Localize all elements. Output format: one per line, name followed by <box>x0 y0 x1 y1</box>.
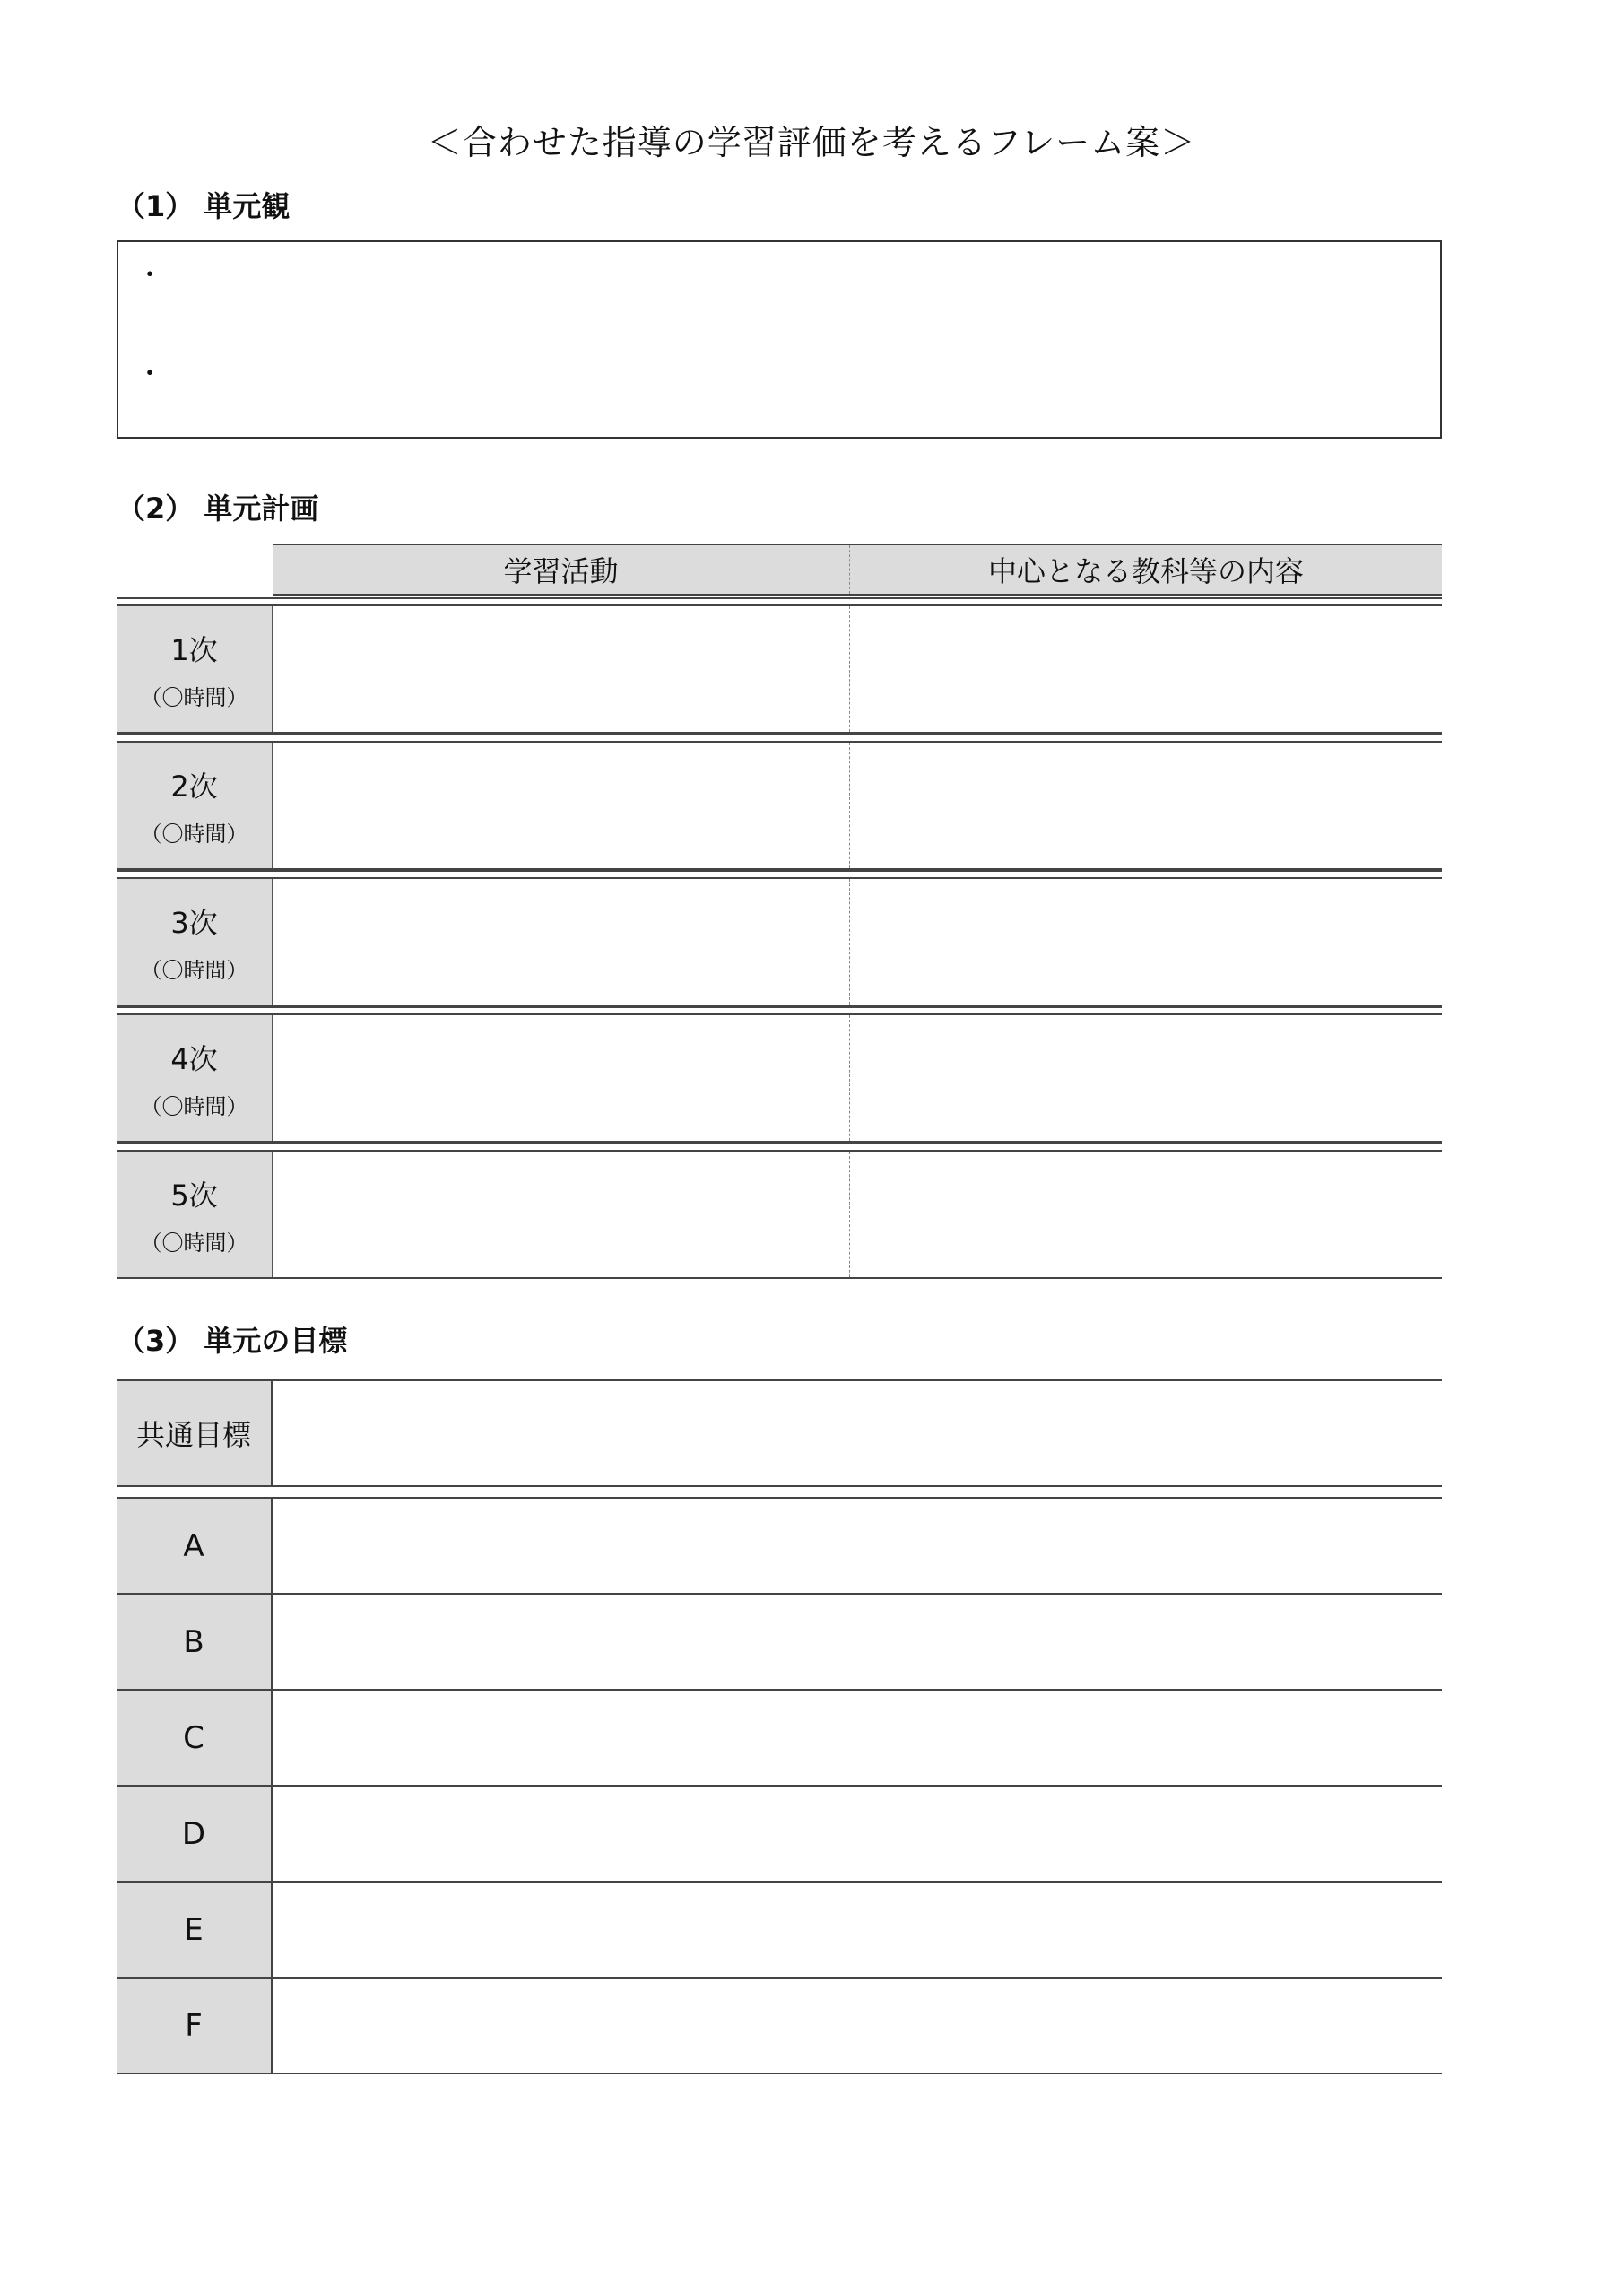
subject-content-cell[interactable] <box>850 1015 1442 1141</box>
page-title: ＜合わせた指導の学習評価を考えるフレーム案＞ <box>427 123 1196 162</box>
goal-cell[interactable] <box>273 1691 1442 1785</box>
phase-number: 3次 <box>170 905 218 940</box>
goal-row-c <box>117 1691 1442 1787</box>
activities-cell[interactable] <box>273 606 850 732</box>
common-goal-row <box>117 1379 1442 1487</box>
section-heading-unit-goals: （3） 単元の目標 <box>117 1324 348 1358</box>
plan-row-label <box>117 606 273 732</box>
phase-number: 2次 <box>170 769 218 804</box>
goal-cell[interactable] <box>273 1979 1442 2073</box>
bullet-1: ・ <box>136 260 163 291</box>
subject-content-cell[interactable] <box>850 1152 1442 1277</box>
bullet-2: ・ <box>136 359 163 390</box>
phase-hours: （〇時間） <box>140 957 248 983</box>
phase-hours: （〇時間） <box>140 1093 248 1119</box>
plan-row-4 <box>117 1013 1442 1143</box>
goal-row-a <box>117 1499 1442 1595</box>
phase-hours: （〇時間） <box>140 821 248 847</box>
plan-row-label <box>117 879 273 1004</box>
plan-row-1 <box>117 604 1442 734</box>
goal-row-label: B <box>117 1595 273 1689</box>
goal-cell[interactable] <box>273 1883 1442 1977</box>
column-header-subject-content: 中心となる教科等の内容 <box>987 554 1304 588</box>
section-heading-unit-view: （1） 単元観 <box>117 189 291 223</box>
plan-table-header <box>273 544 1442 596</box>
common-goal-label: 共通目標 <box>117 1381 273 1485</box>
plan-row-2 <box>117 741 1442 870</box>
goal-cell[interactable] <box>273 1499 1442 1593</box>
goal-row-b <box>117 1595 1442 1691</box>
goal-row-label: A <box>117 1499 273 1593</box>
subject-content-cell[interactable] <box>850 743 1442 868</box>
goal-row-label: D <box>117 1787 273 1881</box>
goal-row-label: C <box>117 1691 273 1785</box>
goal-cell[interactable] <box>273 1787 1442 1881</box>
phase-hours: （〇時間） <box>140 1230 248 1256</box>
phase-number: 4次 <box>170 1041 218 1076</box>
column-header-activities: 学習活動 <box>273 545 850 594</box>
goal-row-f <box>117 1979 1442 2074</box>
phase-number: 5次 <box>170 1178 218 1213</box>
unit-view-box[interactable] <box>117 240 1442 439</box>
plan-row-label <box>117 1015 273 1141</box>
goal-cell[interactable] <box>273 1595 1442 1689</box>
subject-content-cell[interactable] <box>850 606 1442 732</box>
goal-row-e <box>117 1883 1442 1979</box>
plan-row-label <box>117 743 273 868</box>
activities-cell[interactable] <box>273 1152 850 1277</box>
common-goal-cell[interactable] <box>273 1381 1442 1485</box>
plan-row-5 <box>117 1150 1442 1279</box>
phase-hours: （〇時間） <box>140 684 248 710</box>
section-heading-unit-plan: （2） 単元計画 <box>117 491 319 526</box>
goal-table <box>117 1497 1442 2074</box>
plan-row-3 <box>117 877 1442 1006</box>
activities-cell[interactable] <box>273 743 850 868</box>
goal-row-label: E <box>117 1883 273 1977</box>
plan-row-label <box>117 1152 273 1277</box>
phase-number: 1次 <box>170 632 218 667</box>
goal-row-d <box>117 1787 1442 1883</box>
activities-cell[interactable] <box>273 1015 850 1141</box>
activities-cell[interactable] <box>273 879 850 1004</box>
goal-row-label: F <box>117 1979 273 2073</box>
subject-content-cell[interactable] <box>850 879 1442 1004</box>
